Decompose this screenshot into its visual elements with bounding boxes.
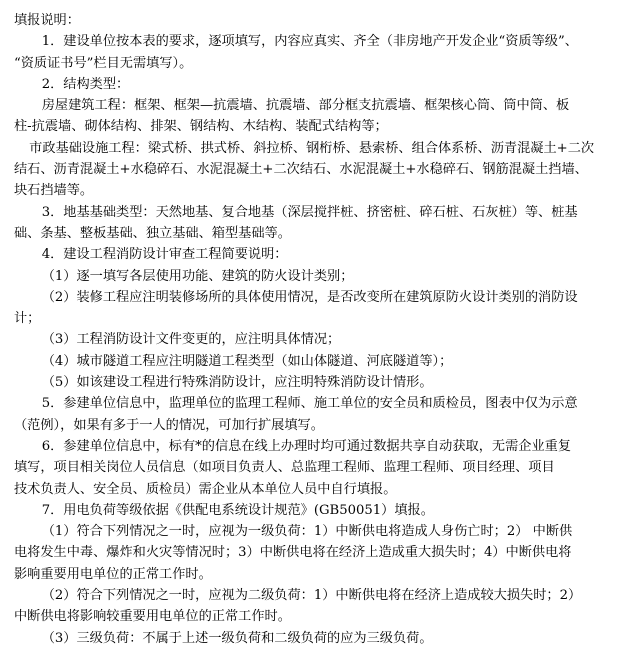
document-line: 房屋建筑工程：框架、框架—抗震墙、抗震墙、部分框支抗震墙、框架核心筒、筒中筒、板 — [41, 98, 570, 114]
document-line: 6．参建单位信息中，标有*的信息在线上办理时均可通过数据共享自动获取，无需企业重复 — [41, 438, 572, 454]
document-line: “资质证书号”栏目无需填写）。 — [14, 55, 193, 71]
document-line: 计； — [14, 311, 41, 327]
document-line: 3．地基基础类型：天然地基、复合地基（深层搅拌桩、挤密桩、碎石桩、石灰桩）等、桩基 — [41, 204, 578, 220]
document-line: 市政基础设施工程：梁式桥、拱式桥、斜拉桥、钢桁桥、悬索桥、组合体系桥、沥青混凝土+二次 — [29, 140, 595, 156]
document-line: 填写，项目相关岗位人员信息（如项目负责人、总监理工程师、监理工程师、项目经理、项目 — [14, 460, 555, 476]
document-line: （范例），如果有多于一人的情况，可加行扩展填写。 — [14, 417, 324, 433]
document-line: 结石、沥青混凝土+水稳碎石、水泥混凝土+二次结石、水泥混凝土+水稳碎石、钢筋混凝土挡墙、 — [14, 162, 588, 178]
document-line: 技术负责人、安全员、质检员）需企业从本单位人员中自行填报。 — [14, 481, 397, 497]
document-line: 5．参建单位信息中，监理单位的监理工程师、施工单位的安全员和质检员，图表中仅为示意 — [41, 396, 578, 412]
document-line: 4．建设工程消防设计审查工程简要说明： — [41, 247, 288, 263]
document-line: 影响重要用电单位的正常工作时。 — [14, 566, 212, 582]
document-line: （5）如该建设工程进行特殊消防设计，应注明特殊消防设计情形。 — [41, 375, 433, 391]
document-line: 中断供电将影响较重要用电单位的正常工作时。 — [14, 609, 291, 625]
document-line: （3）工程消防设计文件变更的，应注明具体情况； — [41, 332, 341, 348]
document-line: （4）城市隧道工程应注明隧道工程类型（如山体隧道、河底隧道等）； — [41, 353, 453, 369]
document-line: 7．用电负荷等级依据《供配电系统设计规范》(GB50051）填报。 — [41, 502, 434, 518]
document-line: 电将发生中毒、爆炸和火灾等情况时；3）中断供电将在经济上造成重大损失时；4）中断供电将 — [14, 545, 572, 561]
document-line: 1．建设单位按本表的要求，逐项填写，内容应真实、齐全（非房地产开发企业“资质等级”、 — [41, 34, 578, 50]
document-line: 2．结构类型： — [41, 76, 130, 92]
document-line: （1）逐一填写各层使用功能、建筑的防火设计类别； — [41, 268, 354, 284]
document-heading: 填报说明： — [14, 13, 80, 28]
document-line: （3）三级负荷：不属于上述一级负荷和二级负荷的应为三级负荷。 — [41, 630, 433, 646]
document-line: 块石挡墙等。 — [14, 183, 94, 199]
document-line: （2）装修工程应注明装修场所的具体使用情况，是否改变所在建筑原防火设计类别的消防设 — [41, 289, 578, 305]
document-line: 柱-抗震墙、砌体结构、排架、钢结构、木结构、装配式结构等； — [14, 119, 388, 135]
document-line: （1）符合下列情况之一时，应视为一级负荷：1）中断供电将造成人身伤亡时；2） 中断供 — [41, 524, 573, 540]
document-line: 础、条基、整板基础、独立基础、箱型基础等。 — [14, 225, 291, 241]
document-body — [14, 10, 603, 649]
document-line: （2）符合下列情况之一时，应视为二级负荷：1）中断供电将在经济上造成较大损失时；2） — [41, 588, 582, 604]
